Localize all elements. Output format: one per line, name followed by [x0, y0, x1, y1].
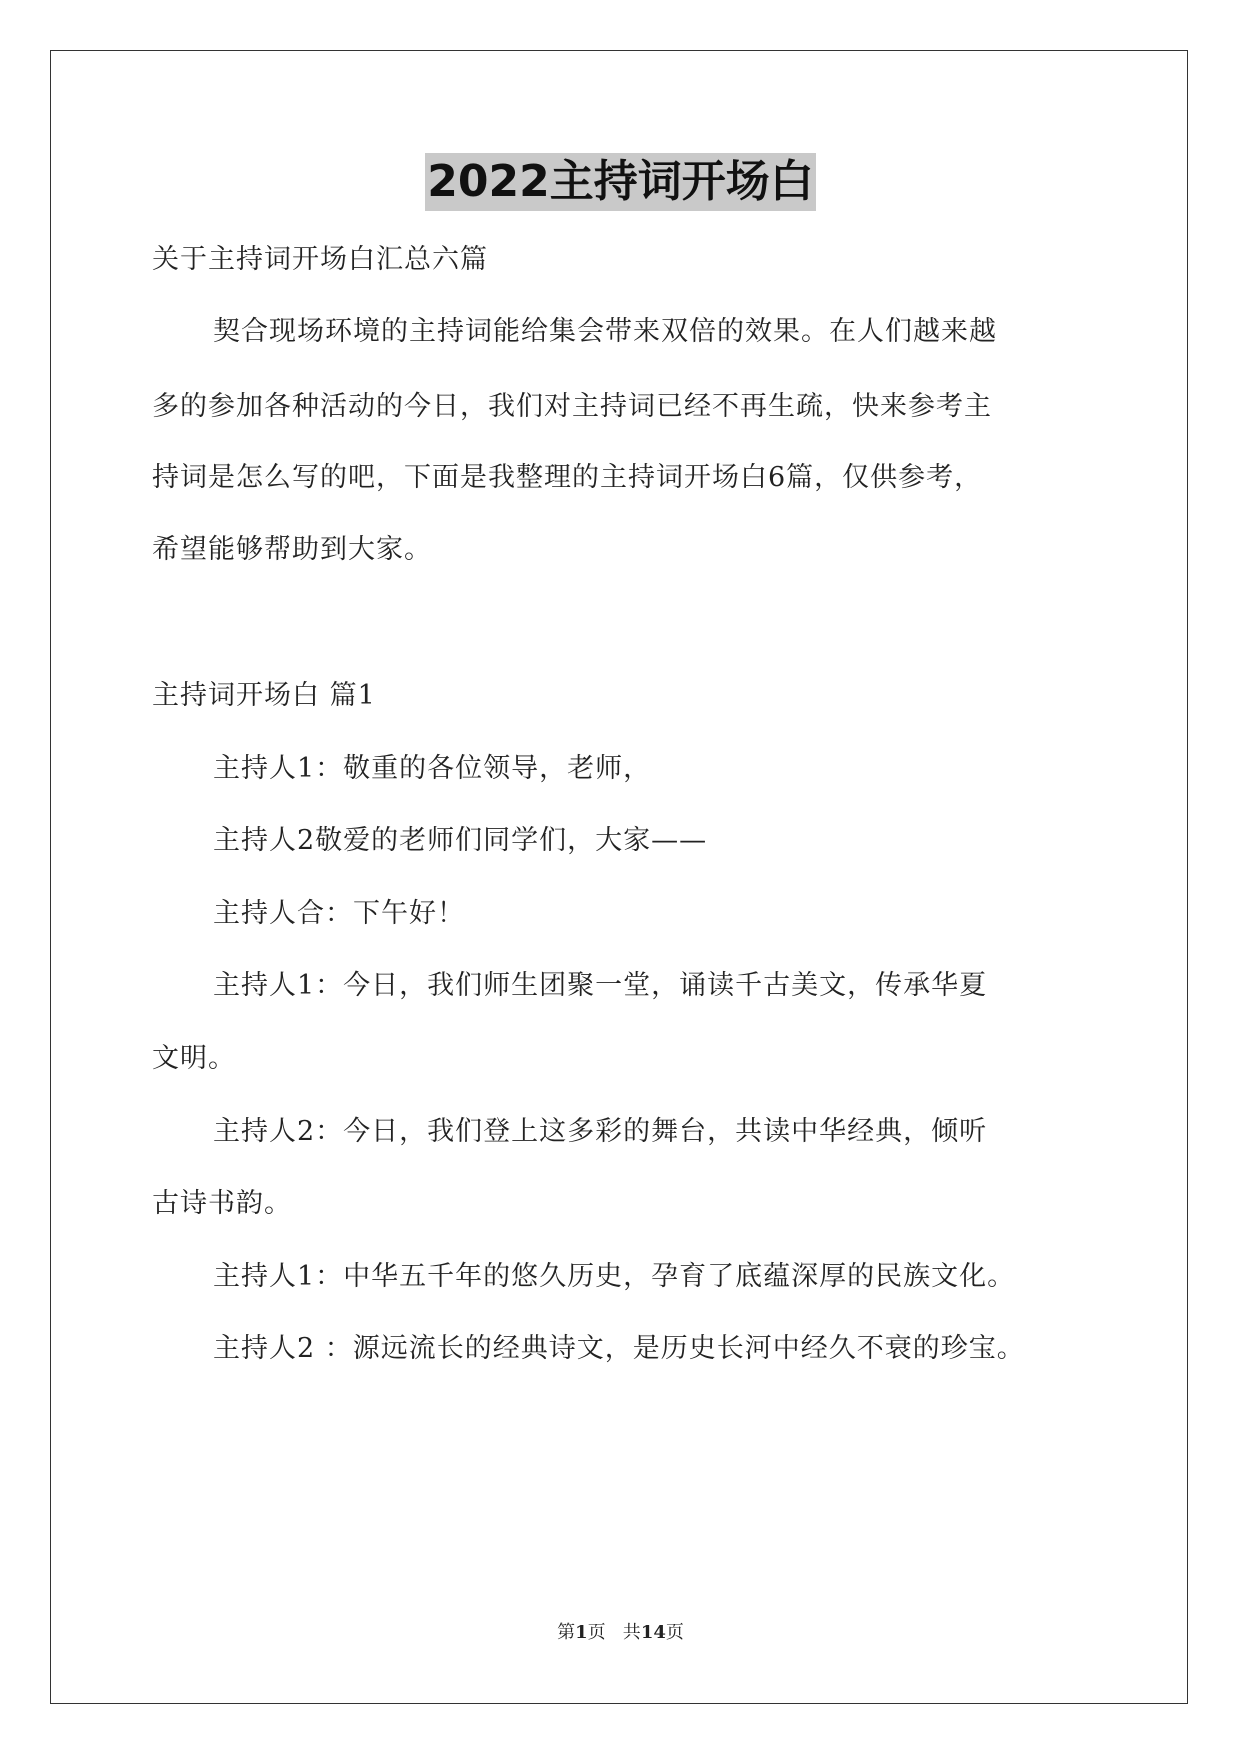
- body-line: 主持人1：敬重的各位领导，老师，: [213, 753, 652, 784]
- body-line: 主持人合：下午好！: [213, 898, 465, 929]
- page-border: [50, 50, 1188, 1704]
- body-line: 主持人2 ：源远流长的经典诗文，是历史长河中经久不衰的珍宝。: [213, 1333, 1025, 1364]
- intro-line: 持词是怎么写的吧，下面是我整理的主持词开场白6篇，仅供参考，: [152, 462, 983, 493]
- section-heading: 主持词开场白 篇1: [152, 680, 376, 711]
- body-line: 文明。: [152, 1043, 236, 1074]
- intro-line: 希望能够帮助到大家。: [152, 534, 432, 565]
- intro-line: 多的参加各种活动的今日，我们对主持词已经不再生疏，快来参考主: [152, 391, 992, 422]
- intro-line: 契合现场环境的主持词能给集会带来双倍的效果。在人们越来越: [213, 316, 997, 347]
- document-title: 2022主持词开场白: [425, 153, 815, 211]
- page-footer: [0, 1621, 1241, 1645]
- body-line: 主持人1：中华五千年的悠久历史，孕育了底蕴深厚的民族文化。: [213, 1261, 1016, 1292]
- body-line: 主持人1：今日，我们师生团聚一堂，诵读千古美文，传承华夏: [213, 970, 988, 1001]
- footer-prefix: 第: [557, 1622, 576, 1643]
- footer-suffix: 页: [665, 1622, 684, 1643]
- body-line: 主持人2：今日，我们登上这多彩的舞台，共读中华经典，倾听: [213, 1116, 988, 1147]
- footer-page-number: 1: [575, 1622, 588, 1643]
- body-line: 主持人2敬爱的老师们同学们，大家——: [213, 825, 708, 856]
- title-container: [0, 153, 1241, 211]
- body-line: 古诗书韵。: [152, 1188, 292, 1219]
- footer-middle: 页 共: [587, 1622, 641, 1643]
- footer-total-pages: 14: [640, 1622, 666, 1643]
- subtitle: 关于主持词开场白汇总六篇: [152, 244, 488, 275]
